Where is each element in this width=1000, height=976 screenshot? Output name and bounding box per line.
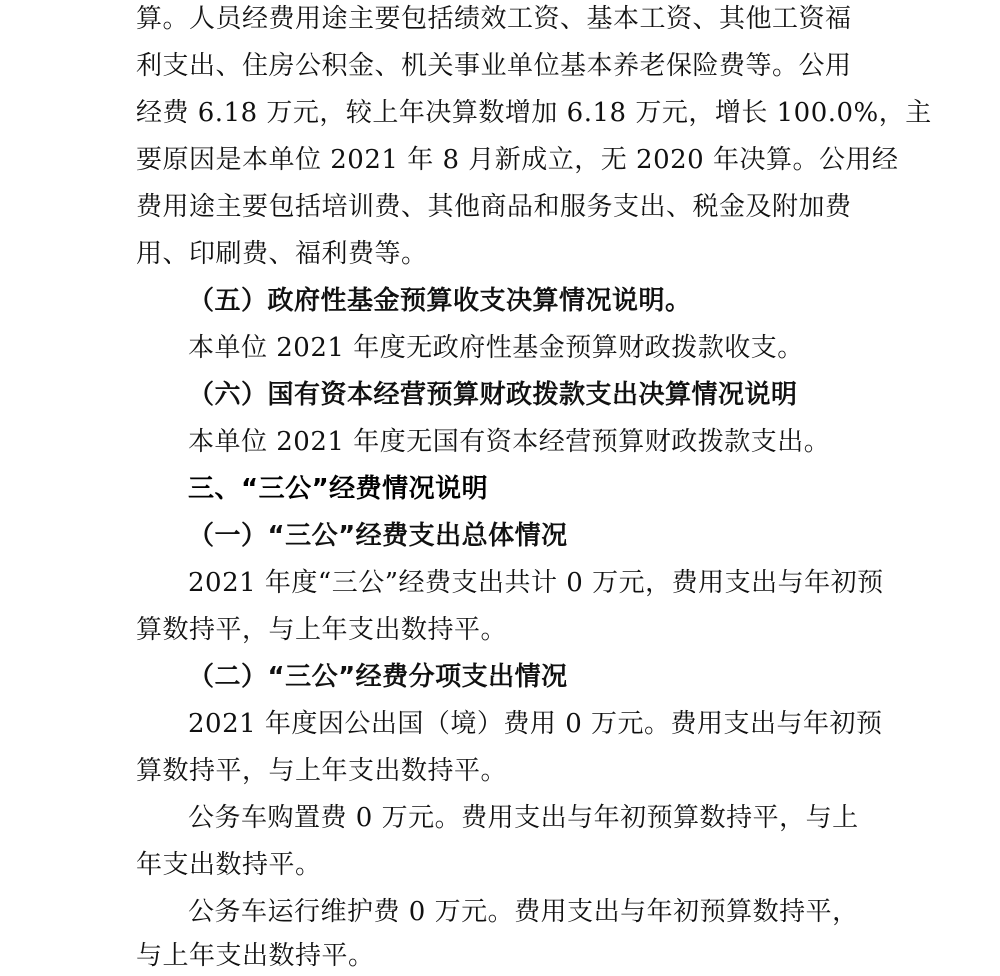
paragraph-line: 算。人员经费用途主要包括绩效工资、基本工资、其他工资福 bbox=[136, 4, 852, 34]
subsection-heading-1: （一）“三公”经费支出总体情况 bbox=[188, 521, 568, 551]
paragraph-line: 费用途主要包括培训费、其他商品和服务支出、税金及附加费 bbox=[136, 192, 852, 222]
paragraph-line: 利支出、住房公积金、机关事业单位基本养老保险费等。公用 bbox=[136, 51, 852, 81]
paragraph-line: 公务车购置费 0 万元。费用支出与年初预算数持平，与上 bbox=[188, 803, 859, 833]
section-heading-3: 三、“三公”经费情况说明 bbox=[188, 474, 489, 504]
paragraph-line: 算数持平，与上年支出数持平。 bbox=[136, 756, 508, 786]
paragraph-line: 2021 年度因公出国（境）费用 0 万元。费用支出与年初预 bbox=[188, 709, 883, 739]
paragraph-line: 要原因是本单位 2021 年 8 月新成立，无 2020 年决算。公用经 bbox=[136, 145, 899, 175]
section-heading-6: （六）国有资本经营预算财政拨款支出决算情况说明 bbox=[188, 380, 798, 410]
paragraph-line: 算数持平，与上年支出数持平。 bbox=[136, 615, 508, 645]
subsection-heading-2: （二）“三公”经费分项支出情况 bbox=[188, 662, 568, 692]
paragraph-line: 本单位 2021 年度无政府性基金预算财政拨款收支。 bbox=[188, 333, 804, 363]
paragraph-line: 经费 6.18 万元，较上年决算数增加 6.18 万元，增长 100.0%，主 bbox=[136, 98, 932, 128]
paragraph-line: 与上年支出数持平。 bbox=[136, 941, 375, 971]
paragraph-line: 公务车运行维护费 0 万元。费用支出与年初预算数持平， bbox=[188, 897, 859, 927]
paragraph-line: 2021 年度“三公”经费支出共计 0 万元，费用支出与年初预 bbox=[188, 568, 884, 598]
section-heading-5: （五）政府性基金预算收支决算情况说明。 bbox=[188, 286, 692, 316]
paragraph-line: 年支出数持平。 bbox=[136, 850, 322, 880]
paragraph-line: 本单位 2021 年度无国有资本经营预算财政拨款支出。 bbox=[188, 427, 831, 457]
paragraph-line: 用、印刷费、福利费等。 bbox=[136, 239, 428, 269]
